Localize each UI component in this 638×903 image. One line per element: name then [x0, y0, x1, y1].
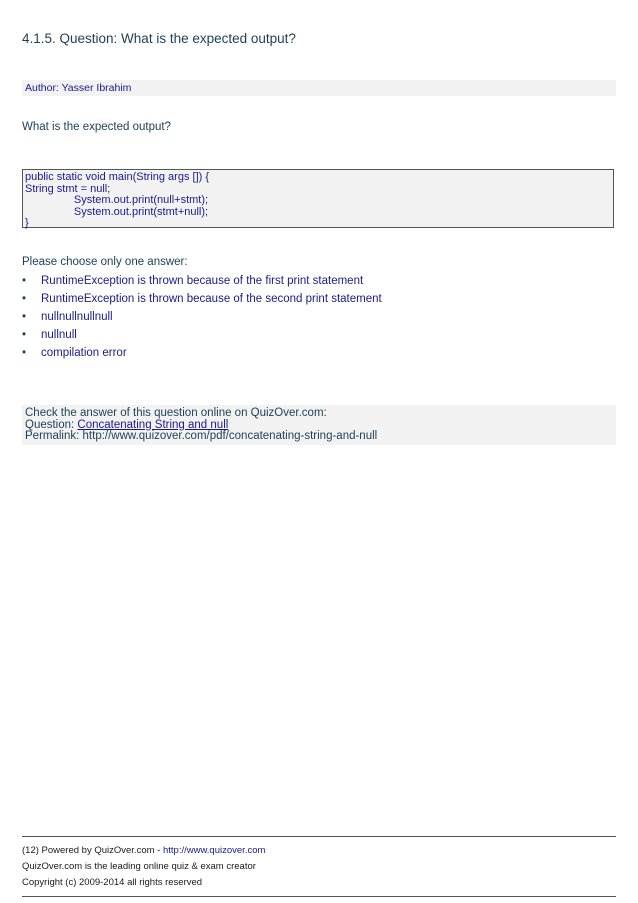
answer-option-label: RuntimeException is thrown because of the first print statement: [41, 275, 364, 287]
bullet-icon: •: [22, 311, 27, 323]
bullet-icon: •: [22, 347, 27, 359]
footer-link[interactable]: http://www.quizover.com: [162, 845, 266, 856]
author-label: Author: Yasser Ibrahim: [25, 82, 132, 94]
permalink-prefix: Permalink:: [25, 430, 83, 442]
answer-prompt: Please choose only one answer:: [22, 256, 188, 268]
code-line: System.out.print(stmt+null);: [25, 205, 209, 218]
bullet-icon: •: [22, 329, 27, 341]
code-line: }: [25, 217, 29, 229]
permalink-row: [25, 431, 616, 443]
code-line: public static void main(String args []) {: [25, 171, 210, 183]
footer-divider-bottom: [22, 896, 616, 897]
bullet-icon: •: [22, 275, 27, 287]
question-link-prefix: Question:: [25, 418, 78, 431]
answer-options: [22, 272, 382, 362]
answer-option: [22, 326, 382, 344]
permalink-url[interactable]: http://www.quizover.com/pdf/concatenating-string-and-null: [82, 430, 378, 442]
footer-tagline: QuizOver.com is the leading online quiz & exam creator: [22, 861, 256, 872]
code-line: System.out.print(null+stmt);: [25, 194, 209, 206]
check-answer-text: Check the answer of this question online on QuizOver.com:: [25, 407, 327, 419]
bullet-icon: •: [22, 293, 27, 305]
footer-divider-top: [22, 836, 616, 837]
answer-option: [22, 308, 382, 326]
answer-option-label: nullnullnullnull: [41, 311, 113, 323]
footer-copyright: Copyright (c) 2009-2014 all rights reserved: [22, 877, 203, 888]
footer-powered-prefix: (12) Powered by QuizOver.com -: [22, 845, 163, 856]
footer: [22, 843, 265, 891]
question-link[interactable]: Concatenating String and null: [77, 418, 229, 431]
check-answer-box: [22, 405, 616, 445]
answer-option-label: compilation error: [41, 347, 127, 359]
footer-powered-by: [22, 843, 265, 859]
question-text: What is the expected output?: [22, 121, 171, 133]
answer-option: [22, 290, 382, 308]
answer-option-label: RuntimeException is thrown because of the second print statement: [41, 293, 382, 305]
code-line: String stmt = null;: [25, 182, 111, 195]
answer-option: [22, 272, 382, 290]
answer-option: [22, 344, 382, 362]
code-block: [22, 169, 614, 228]
author-bar: [22, 80, 616, 96]
answer-option-label: nullnull: [41, 329, 77, 341]
page-title: 4.1.5. Question: What is the expected output?: [22, 31, 296, 46]
